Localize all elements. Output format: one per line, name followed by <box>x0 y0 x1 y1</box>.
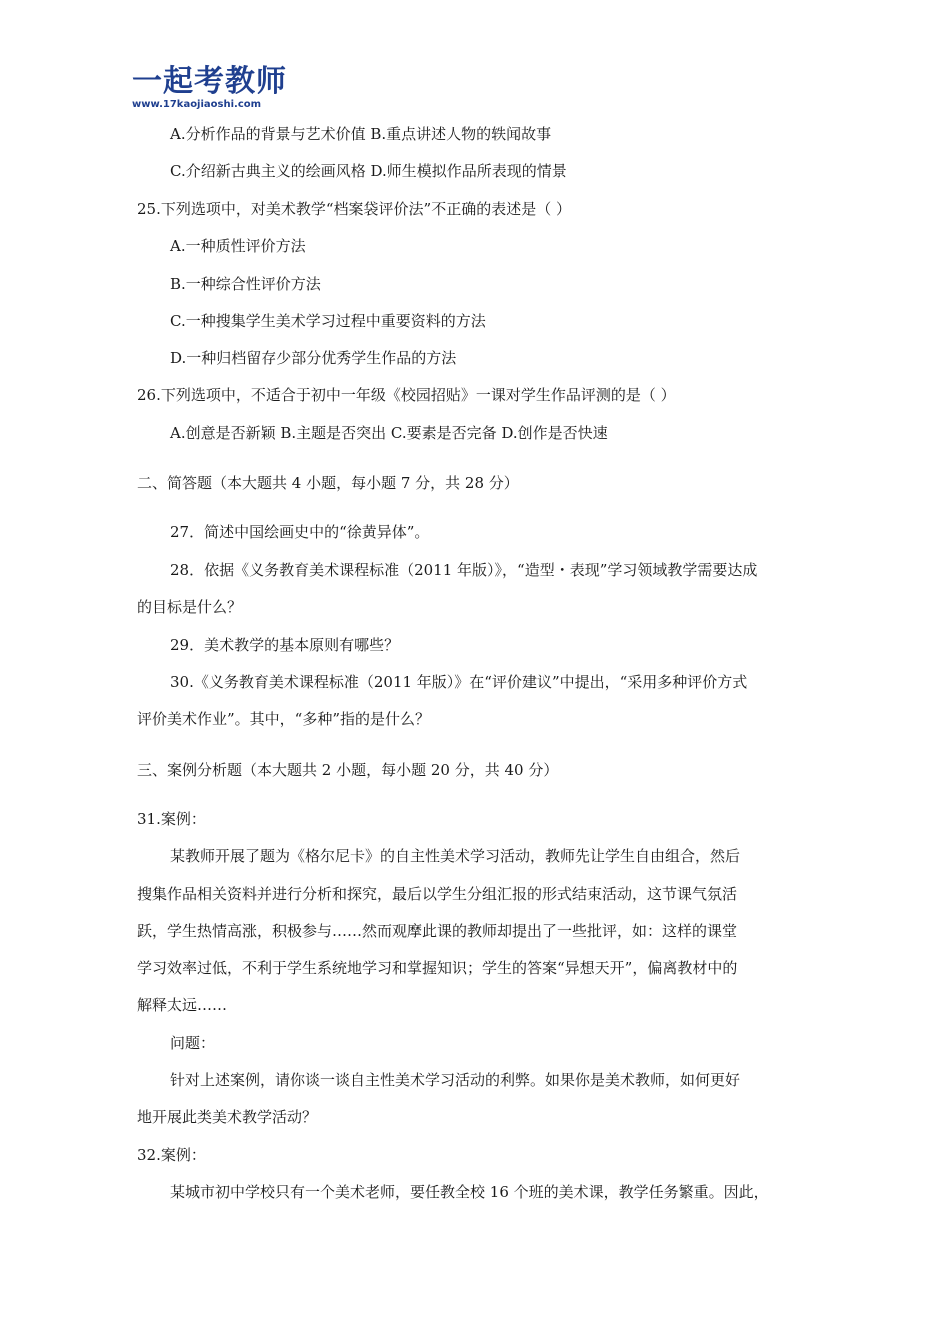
site-logo <box>132 66 302 111</box>
q25-option-a: A.一种质性评价方法 <box>170 237 306 255</box>
q30-line1: 30.《义务教育美术课程标准（2011 年版）》在“评价建议”中提出，“采用多种评价方式 <box>170 673 748 691</box>
q30-line2: 评价美术作业”。其中，“多种”指的是什么？ <box>137 710 431 728</box>
q25-option-d: D.一种归档留存少部分优秀学生作品的方法 <box>170 349 457 367</box>
q31-case-line: 搜集作品相关资料并进行分析和探究，最后以学生分组汇报的形式结束活动，这节课气氛活 <box>137 885 738 903</box>
q24-options-row2: C.介绍新古典主义的绘画风格 D.师生模拟作品所表现的情景 <box>170 162 567 180</box>
q24-options-row1: A.分析作品的背景与艺术价值 B.重点讲述人物的轶闻故事 <box>170 125 552 143</box>
q28-line2: 的目标是什么？ <box>137 598 243 616</box>
q25-option-c: C.一种搜集学生美术学习过程中重要资料的方法 <box>170 312 486 330</box>
q31-case-line: 某教师开展了题为《格尔尼卡》的自主性美术学习活动，教师先让学生自由组合，然后 <box>170 847 741 865</box>
q27: 27．简述中国绘画史中的“徐黄异体”。 <box>170 523 430 541</box>
section3-title: 三、案例分析题（本大题共 2 小题，每小题 20 分，共 40 分） <box>137 761 559 779</box>
q26-options: A.创意是否新颖 B.主题是否突出 C.要素是否完备 D.创作是否快速 <box>170 424 608 442</box>
logo-title: 一起考教师 <box>132 64 287 99</box>
q28-line1: 28．依据《义务教育美术课程标准（2011 年版）》，“造型・表现”学习领域教学需要达成 <box>170 561 758 579</box>
q31-case-line: 解释太远…… <box>137 996 228 1014</box>
q31-question-label: 问题： <box>170 1034 216 1052</box>
q31-case-line: 学习效率过低，不利于学生系统地学习和掌握知识；学生的答案“异想天开”，偏离教材中的 <box>137 959 738 977</box>
q29: 29．美术教学的基本原则有哪些？ <box>170 636 400 654</box>
q25-option-b: B.一种综合性评价方法 <box>170 275 321 293</box>
q31-question-line: 地开展此类美术教学活动？ <box>137 1108 318 1126</box>
section2-title: 二、简答题（本大题共 4 小题，每小题 7 分，共 28 分） <box>137 474 519 492</box>
q32-label: 32.案例： <box>137 1146 206 1164</box>
q31-label: 31.案例： <box>137 810 206 828</box>
q31-case-line: 跃，学生热情高涨，积极参与……然而观摩此课的教师却提出了一些批评，如：这样的课堂 <box>137 922 738 940</box>
q32-case-line: 某城市初中学校只有一个美术老师，要任教全校 16 个班的美术课，教学任务繁重。因此， <box>170 1183 769 1201</box>
q31-question-line: 针对上述案例，请你谈一谈自主性美术学习活动的利弊。如果你是美术教师，如何更好 <box>170 1071 741 1089</box>
q26-stem: 26.下列选项中，不适合于初中一年级《校园招贴》一课对学生作品评测的是（ ） <box>137 386 676 404</box>
logo-url: www.17kaojiaoshi.com <box>132 99 262 110</box>
q25-stem: 25.下列选项中，对美术教学“档案袋评价法”不正确的表述是（ ） <box>137 200 571 218</box>
